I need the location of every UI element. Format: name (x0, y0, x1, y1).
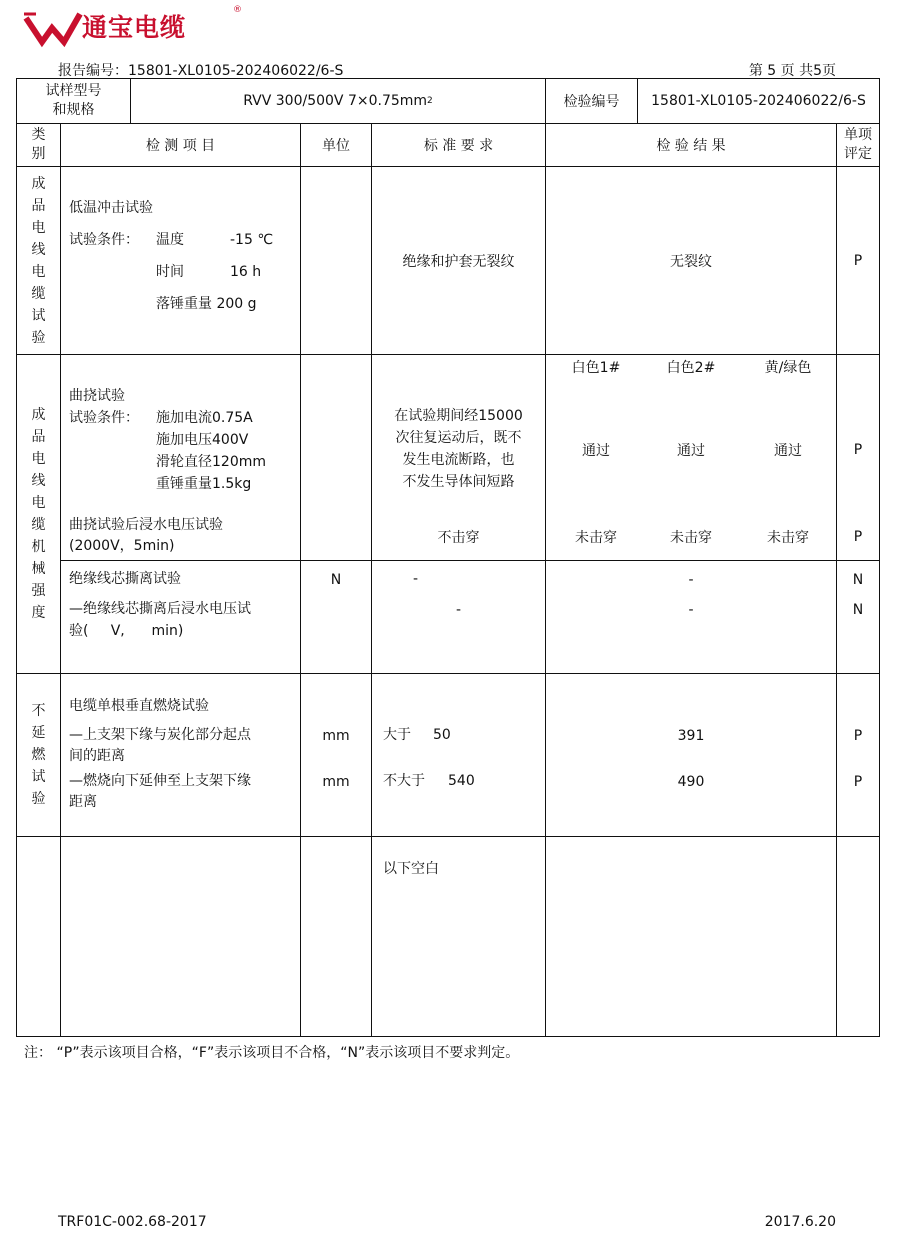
result-core-tear: - (688, 571, 694, 588)
standard-burn-extent-value: 540 (448, 773, 475, 789)
core-label-white-1: 白色1# (571, 360, 621, 376)
flex-condition-pulley: 滑轮直径120mm (156, 454, 266, 470)
column-header-item: 检 测 项 目 (145, 138, 216, 154)
page-indicator: 第 5 页 共5页 (748, 63, 836, 79)
flex-condition-label: 试验条件： (69, 410, 139, 426)
standard-low-temp: 绝缘和护套无裂纹 (402, 254, 515, 270)
condition-time-value: 16 h (230, 264, 262, 280)
standard-burn-extent-label: 不大于 (383, 773, 425, 789)
result-tear-immersion: - (688, 601, 694, 618)
item-char-distance: —上支架下缘与炭化部分起点 (69, 727, 251, 743)
immersion-result-core-1: 未击穿 (575, 530, 617, 546)
category-mechanical-strength: 成 品 电 线 电 缆 机 械 强 度 (31, 407, 46, 621)
condition-temperature-name: 温度 (156, 232, 184, 248)
unit-char-distance: mm (322, 727, 350, 744)
item-core-tear: 绝缘线芯撕离试验 (69, 571, 181, 587)
item-tear-immersion: —绝缘线芯撕离后浸水电压试 (69, 601, 251, 617)
unit-core-tear: N (330, 571, 342, 588)
item-char-distance-cont: 间的距离 (69, 748, 125, 764)
item-burn-extent: —燃烧向下延伸至上支架下缘 (69, 773, 251, 789)
form-date: 2017.6.20 (764, 1214, 836, 1230)
category-finished-cable-test: 成 品 电 线 电 缆 试 验 (31, 175, 46, 346)
result-char-distance: 391 (677, 727, 705, 744)
standard-immersion: 不击穿 (437, 530, 480, 546)
core-label-yellow-green: 黄/绿色 (764, 360, 812, 376)
company-logo-text: 通宝电缆 (82, 13, 187, 42)
core-label-white-2: 白色2# (666, 360, 716, 376)
flex-result-core-3: 通过 (774, 443, 802, 459)
inspection-number-label: 检验编号 (563, 94, 620, 110)
item-low-temp-impact: 低温冲击试验 (69, 200, 153, 216)
inspection-number-value: 15801-XL0105-202406022/6-S (651, 93, 866, 109)
judgement-flex: P (853, 442, 863, 458)
blank-below-marker: 以下空白 (383, 861, 439, 877)
column-header-standard: 标 准 要 求 (423, 138, 494, 154)
flex-result-core-1: 通过 (582, 443, 610, 459)
flex-condition-current: 施加电流0.75A (156, 410, 253, 426)
immersion-result-core-3: 未击穿 (767, 530, 809, 546)
judgement-char-distance: P (853, 727, 863, 744)
standard-char-distance-value: 50 (433, 727, 451, 743)
immersion-result-core-2: 未击穿 (670, 530, 712, 546)
category-flame-test: 不 延 燃 试 验 (31, 703, 46, 807)
judgement-core-tear: N (852, 571, 864, 588)
condition-time-name: 时间 (156, 264, 184, 280)
column-header-unit: 单位 (322, 138, 350, 154)
sample-model-value: RVV 300/500V 7×0.75mm 2 (243, 93, 433, 109)
legend-note: 注： “P”表示该项目合格，“F”表示该项目不合格，“N”表示该项目不要求判定。 (24, 1045, 520, 1061)
judgement-low-temp: P (853, 253, 863, 269)
flex-condition-weight: 重锤重量1.5kg (156, 476, 252, 492)
result-burn-extent: 490 (677, 773, 705, 790)
unit-burn-extent: mm (322, 773, 350, 790)
item-vertical-flame: 电缆单根垂直燃烧试验 (69, 698, 209, 714)
report-number: 报告编号：15801-XL0105-202406022/6-S (58, 63, 344, 79)
flex-condition-voltage: 施加电压400V (156, 432, 249, 448)
standard-char-distance-label: 大于 (383, 727, 411, 743)
form-code: TRF01C-002.68-2017 (58, 1214, 207, 1230)
result-low-temp: 无裂纹 (670, 254, 712, 270)
flex-result-core-2: 通过 (677, 443, 705, 459)
item-immersion-voltage: 曲挠试验后浸水电压试验 (69, 517, 223, 533)
column-header-result: 检 验 结 果 (656, 138, 726, 154)
registered-mark: ® (233, 5, 242, 15)
sample-model-label: 试样型号 和规格 (45, 83, 102, 118)
judgement-tear-immersion: N (852, 601, 864, 618)
item-immersion-voltage-params: (2000V，5min) (69, 538, 175, 554)
item-tear-immersion-params: 验( V, min) (69, 623, 184, 639)
standard-tear-immersion: - (455, 601, 462, 618)
standard-flex: 在试验期间经15000 次往复运动后，既不 发生电流断路，也 不发生导体间短路 (394, 408, 523, 490)
item-flex-test: 曲挠试验 (69, 388, 125, 404)
condition-temperature-value: -15 ℃ (230, 232, 274, 248)
judgement-burn-extent: P (853, 773, 863, 790)
condition-label: 试验条件： (69, 232, 139, 248)
column-header-category: 类 别 (31, 127, 46, 162)
judgement-immersion: P (853, 529, 863, 545)
column-header-judgement: 单项 评定 (844, 127, 872, 162)
standard-core-tear: - (413, 571, 419, 587)
item-burn-extent-cont: 距离 (69, 794, 97, 810)
condition-hammer-weight: 落锤重量 200 g (156, 296, 257, 312)
